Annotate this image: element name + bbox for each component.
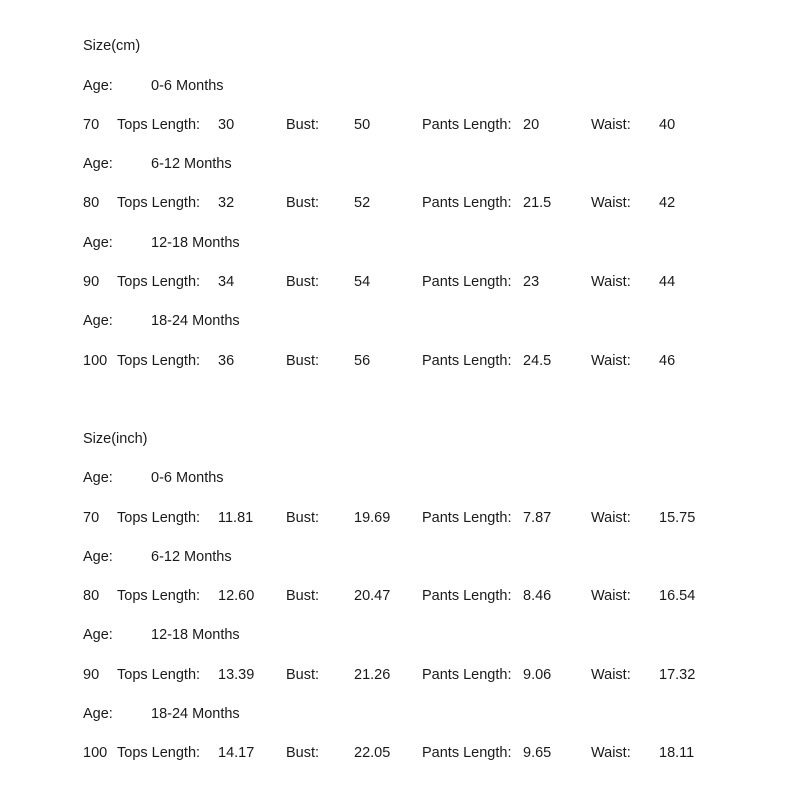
age-label: Age: [83, 470, 113, 486]
age-label: Age: [83, 78, 113, 94]
tops-length-label: Tops Length: [117, 195, 201, 211]
tops-length-label: Tops Length: [117, 745, 201, 761]
pants-length-label: Pants Length: [422, 745, 512, 761]
waist-value: 44 [659, 274, 676, 290]
waist-label: Waist: [591, 117, 631, 133]
tops-length-label: Tops Length: [117, 353, 201, 369]
waist-label: Waist: [591, 353, 631, 369]
bust-value: 19.69 [354, 510, 391, 526]
tops-length-label: Tops Length: [117, 274, 201, 290]
bust-value: 21.26 [354, 667, 391, 683]
pants-length-value: 8.46 [523, 588, 552, 604]
waist-value: 42 [659, 195, 676, 211]
pants-length-value: 9.65 [523, 745, 552, 761]
bust-label: Bust: [286, 195, 320, 211]
size-value: 90 [83, 667, 100, 683]
waist-value: 40 [659, 117, 676, 133]
pants-length-value: 21.5 [523, 195, 552, 211]
pants-length-label: Pants Length: [422, 195, 512, 211]
waist-label: Waist: [591, 745, 631, 761]
tops-length-value: 34 [218, 274, 235, 290]
bust-label: Bust: [286, 510, 320, 526]
age-label: Age: [83, 706, 113, 722]
tops-length-value: 11.81 [218, 510, 254, 526]
age-value: 0-6 Months [151, 78, 224, 94]
bust-value: 22.05 [354, 745, 391, 761]
age-value: 18-24 Months [151, 706, 240, 722]
pants-length-label: Pants Length: [422, 588, 512, 604]
size-value: 70 [83, 117, 100, 133]
bust-label: Bust: [286, 353, 320, 369]
tops-length-label: Tops Length: [117, 117, 201, 133]
pants-length-value: 9.06 [523, 667, 552, 683]
age-value: 12-18 Months [151, 235, 240, 251]
size-value: 70 [83, 510, 100, 526]
waist-value: 17.32 [659, 667, 696, 683]
age-value: 18-24 Months [151, 313, 240, 329]
age-label: Age: [83, 627, 113, 643]
size-value: 90 [83, 274, 100, 290]
pants-length-label: Pants Length: [422, 510, 512, 526]
bust-label: Bust: [286, 588, 320, 604]
waist-label: Waist: [591, 274, 631, 290]
waist-value: 46 [659, 353, 676, 369]
waist-label: Waist: [591, 195, 631, 211]
age-value: 6-12 Months [151, 156, 232, 172]
tops-length-value: 32 [218, 195, 235, 211]
pants-length-value: 20 [523, 117, 540, 133]
age-value: 0-6 Months [151, 470, 224, 486]
tops-length-value: 14.17 [218, 745, 255, 761]
pants-length-label: Pants Length: [422, 353, 512, 369]
bust-value: 54 [354, 274, 371, 290]
bust-value: 50 [354, 117, 371, 133]
age-label: Age: [83, 313, 113, 329]
bust-value: 56 [354, 353, 371, 369]
pants-length-value: 24.5 [523, 353, 552, 369]
tops-length-label: Tops Length: [117, 588, 201, 604]
waist-label: Waist: [591, 588, 631, 604]
size-value: 80 [83, 588, 100, 604]
tops-length-value: 36 [218, 353, 235, 369]
waist-value: 18.11 [659, 745, 695, 761]
waist-label: Waist: [591, 667, 631, 683]
age-label: Age: [83, 549, 113, 565]
size-value: 100 [83, 353, 108, 369]
bust-label: Bust: [286, 667, 320, 683]
section-title: Size(inch) [83, 431, 148, 447]
age-value: 12-18 Months [151, 627, 240, 643]
waist-value: 16.54 [659, 588, 696, 604]
bust-label: Bust: [286, 117, 320, 133]
tops-length-value: 13.39 [218, 667, 255, 683]
age-label: Age: [83, 156, 113, 172]
tops-length-value: 30 [218, 117, 235, 133]
waist-value: 15.75 [659, 510, 696, 526]
age-value: 6-12 Months [151, 549, 232, 565]
tops-length-value: 12.60 [218, 588, 255, 604]
bust-label: Bust: [286, 745, 320, 761]
waist-label: Waist: [591, 510, 631, 526]
size-value: 80 [83, 195, 100, 211]
pants-length-label: Pants Length: [422, 667, 512, 683]
age-label: Age: [83, 235, 113, 251]
size-value: 100 [83, 745, 108, 761]
tops-length-label: Tops Length: [117, 510, 201, 526]
tops-length-label: Tops Length: [117, 667, 201, 683]
pants-length-label: Pants Length: [422, 117, 512, 133]
bust-label: Bust: [286, 274, 320, 290]
pants-length-value: 23 [523, 274, 540, 290]
bust-value: 20.47 [354, 588, 391, 604]
section-title: Size(cm) [83, 38, 141, 54]
pants-length-value: 7.87 [523, 510, 552, 526]
pants-length-label: Pants Length: [422, 274, 512, 290]
bust-value: 52 [354, 195, 371, 211]
